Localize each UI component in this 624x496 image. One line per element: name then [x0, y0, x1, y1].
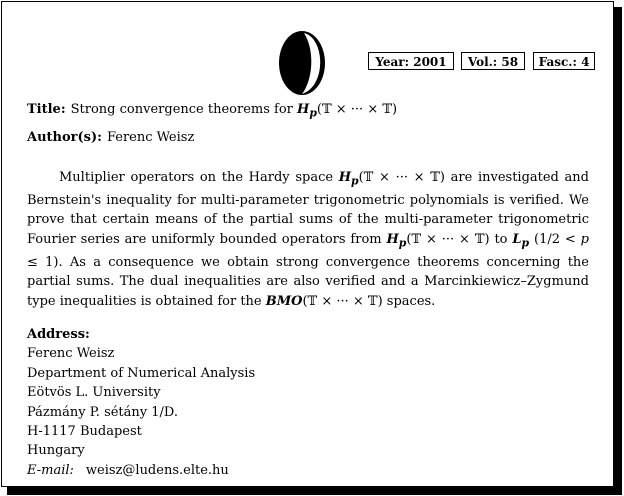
address-line-name: Ferenc Weisz	[27, 346, 115, 362]
author-label: Author(s):	[27, 130, 102, 145]
title-label: Title:	[27, 102, 66, 117]
year-box: Year: 2001	[368, 52, 454, 70]
frame-shadow-right	[614, 7, 622, 493]
volume-box: Vol.: 58	[461, 52, 525, 70]
fascicle-box: Fasc.: 4	[533, 52, 595, 70]
address-heading: Address:	[27, 327, 90, 342]
abstract-math-sub3: p	[521, 236, 530, 250]
abstract-text-4: (1/2 <	[529, 231, 581, 247]
title-text: Strong convergence theorems for	[70, 102, 298, 117]
abstract-text-5: ≤ 1). As a consequence we obtain strong convergence theorems concerning the partial sums. The dual inequalities are also verified and a Marcinkiewicz–Zygmund type inequalities is obtained for the	[27, 254, 589, 309]
email-link[interactable]: weisz@ludens.elte.hu	[85, 462, 229, 478]
title-math-space: (𝕋 × ··· × 𝕋)	[316, 102, 398, 117]
address-block	[27, 325, 255, 480]
frame-shadow-bottom	[7, 487, 622, 495]
title-math-h: H	[297, 102, 310, 117]
abstract-math-sub2: p	[398, 236, 407, 250]
address-email-line	[27, 461, 255, 480]
abstract-text-3: (𝕋 × ··· × 𝕋) to	[406, 231, 513, 247]
author-name: Ferenc Weisz	[106, 130, 195, 145]
address-line-country: Hungary	[27, 443, 85, 459]
abstract-text-2: (𝕋 × ··· × 𝕋) are investigated and Bernstein's inequality for multi-parameter trigonometric polynomials is verified. We prove that certain means of the partial sums of the multi-parameter trigonometric Fourier series are uniformly bounded operators from	[27, 170, 589, 247]
email-label: E-mail:	[27, 462, 74, 478]
address-line-city: H-1117 Budapest	[27, 424, 142, 440]
moon-logo-icon	[277, 30, 327, 96]
abstract-math-p: p	[580, 231, 589, 247]
abstract-math-l: L	[512, 231, 522, 247]
abstract-math-h2: H	[386, 231, 399, 247]
abstract-math-bmo: BMO	[265, 293, 303, 309]
address-line-university: Eötvös L. University	[27, 385, 161, 401]
abstract-text-1: Multiplier operators on the Hardy space	[59, 170, 339, 185]
abstract-paragraph	[27, 168, 589, 311]
abstract-math-h1: H	[338, 170, 352, 185]
address-line-department: Department of Numerical Analysis	[27, 365, 256, 381]
abstract-text-6: (𝕋 × ··· × 𝕋) spaces.	[302, 293, 436, 309]
author-line	[27, 130, 194, 145]
title-math-sub: p	[309, 106, 317, 120]
address-line-street: Pázmány P. sétány 1/D.	[27, 404, 178, 420]
title-line	[27, 102, 397, 120]
abstract-math-sub1: p	[351, 174, 359, 188]
